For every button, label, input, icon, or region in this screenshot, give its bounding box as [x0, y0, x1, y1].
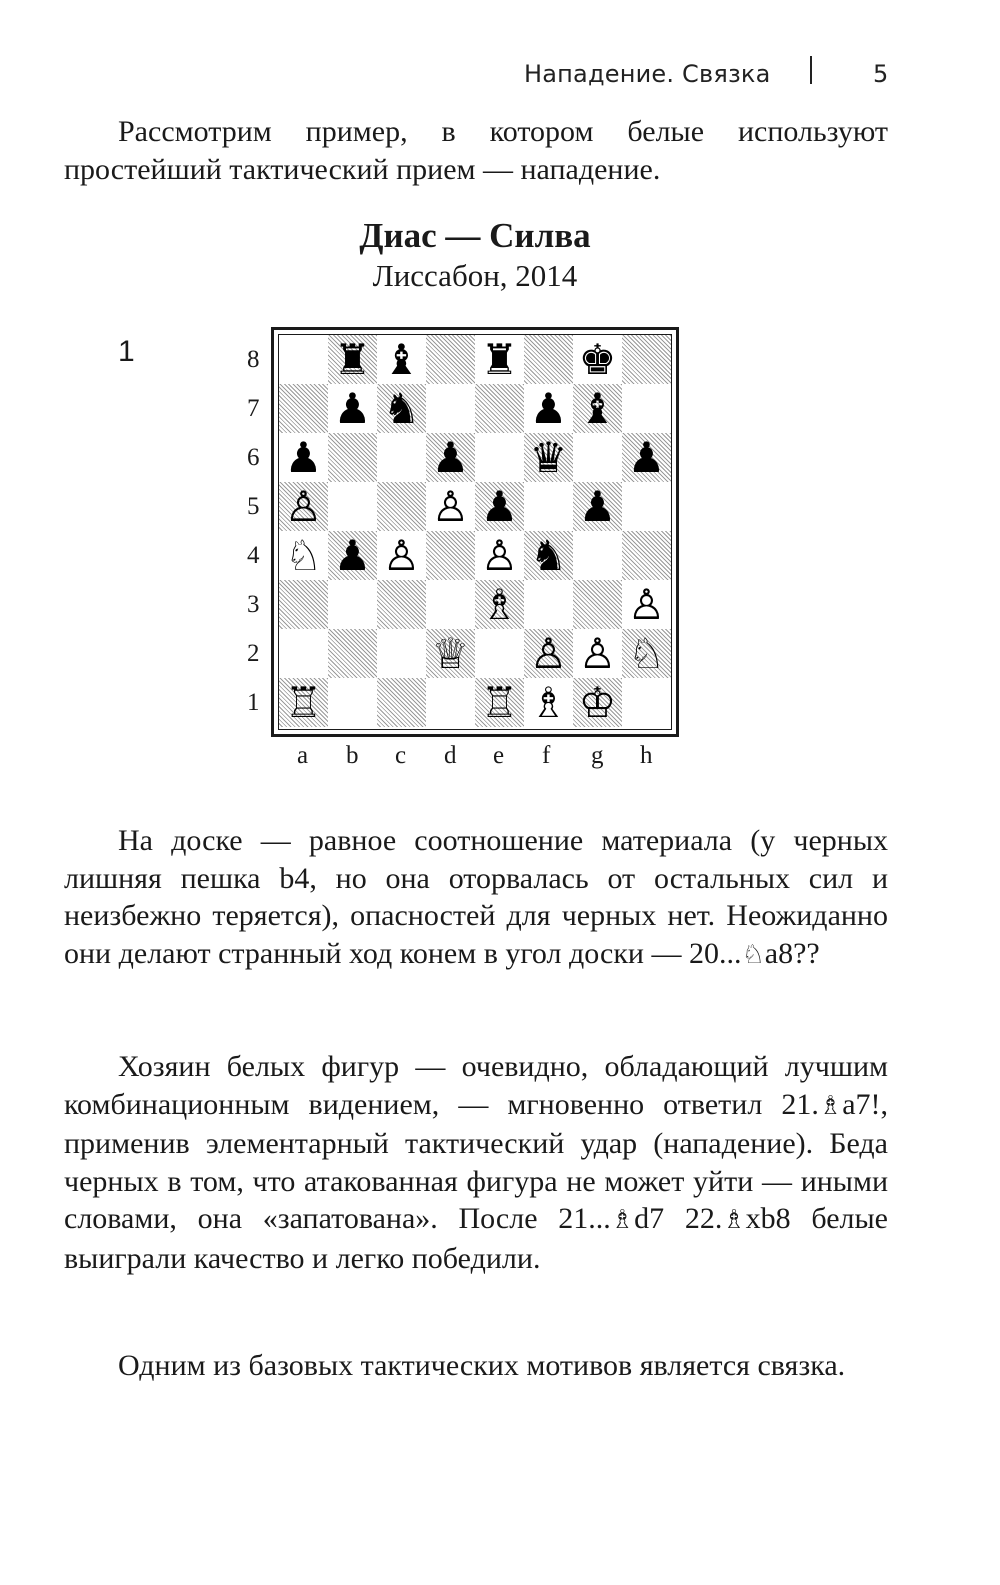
paragraph-1 — [64, 822, 888, 974]
square-e3 — [475, 580, 524, 629]
square-h5 — [622, 482, 671, 531]
square-b5 — [328, 482, 377, 531]
file-label-a: a — [297, 742, 309, 769]
square-c8 — [377, 335, 426, 384]
black-bishop-icon: ♝ — [382, 334, 421, 384]
square-c7 — [377, 384, 426, 433]
square-b2 — [328, 629, 377, 678]
square-a7 — [279, 384, 328, 433]
square-c4 — [377, 531, 426, 580]
white-pawn-icon: ♙ — [627, 579, 666, 629]
black-knight-icon: ♞ — [529, 530, 568, 580]
square-h8 — [622, 335, 671, 384]
black-rook-icon: ♜ — [480, 334, 519, 384]
square-f6 — [524, 433, 573, 482]
square-h4 — [622, 531, 671, 580]
diagram-number: 1 — [118, 335, 135, 368]
square-c2 — [377, 629, 426, 678]
white-queen-icon: ♕ — [431, 628, 470, 678]
square-f2 — [524, 629, 573, 678]
white-pawn-icon: ♙ — [529, 628, 568, 678]
bishop-figurine-icon: ♗ — [722, 1205, 746, 1236]
chess-diagram — [271, 327, 679, 737]
paragraph-2 — [64, 1048, 888, 1278]
square-g4 — [573, 531, 622, 580]
square-g1 — [573, 678, 622, 727]
rank-label-8: 8 — [247, 346, 260, 373]
rank-label-7: 7 — [247, 395, 260, 422]
white-bishop-icon: ♗ — [480, 579, 519, 629]
square-b8 — [328, 335, 377, 384]
square-b7 — [328, 384, 377, 433]
black-bishop-icon: ♝ — [578, 383, 617, 433]
file-label-f: f — [542, 742, 551, 769]
square-d4 — [426, 531, 475, 580]
square-f1 — [524, 678, 573, 727]
black-queen-icon: ♛ — [529, 432, 568, 482]
file-label-g: g — [591, 742, 604, 769]
square-c6 — [377, 433, 426, 482]
black-pawn-icon: ♟ — [333, 383, 372, 433]
square-a4 — [279, 531, 328, 580]
white-rook-icon: ♖ — [284, 677, 323, 727]
square-h2 — [622, 629, 671, 678]
paragraph-1-move: a8?? — [764, 936, 820, 970]
square-b1 — [328, 678, 377, 727]
white-knight-icon: ♘ — [284, 530, 323, 580]
square-c3 — [377, 580, 426, 629]
square-a8 — [279, 335, 328, 384]
chess-board — [278, 334, 672, 730]
file-label-e: e — [493, 742, 505, 769]
square-f8 — [524, 335, 573, 384]
square-h1 — [622, 678, 671, 727]
white-rook-icon: ♖ — [480, 677, 519, 727]
rank-label-5: 5 — [247, 493, 260, 520]
black-pawn-icon: ♟ — [578, 481, 617, 531]
square-f5 — [524, 482, 573, 531]
square-a3 — [279, 580, 328, 629]
paragraph-1-text: На доске — равное соотношение материала (у черных лишняя пешка b4, но она оторвалась от остальных сил и неизбежно теряется), опасностей для черных нет. Неожиданно они делают странный ход конем в угол доски — 20... — [64, 824, 888, 970]
black-pawn-icon: ♟ — [529, 383, 568, 433]
rank-label-4: 4 — [247, 542, 260, 569]
running-head-divider — [810, 56, 812, 84]
square-c1 — [377, 678, 426, 727]
black-king-icon: ♚ — [578, 334, 617, 384]
white-pawn-icon: ♙ — [578, 628, 617, 678]
square-a5 — [279, 482, 328, 531]
file-label-h: h — [640, 742, 653, 769]
page-number: 5 — [873, 60, 889, 88]
square-d2 — [426, 629, 475, 678]
square-e5 — [475, 482, 524, 531]
square-a1 — [279, 678, 328, 727]
square-e1 — [475, 678, 524, 727]
square-f4 — [524, 531, 573, 580]
square-d7 — [426, 384, 475, 433]
square-g3 — [573, 580, 622, 629]
square-e6 — [475, 433, 524, 482]
bishop-figurine-icon: ♗ — [818, 1090, 843, 1121]
square-d1 — [426, 678, 475, 727]
intro-paragraph: Рассмотрим пример, в котором белые используют простейший тактический прием — нападение. — [64, 115, 888, 186]
paragraph-2-part4: xb8 белые выиграли качество и легко победили. — [64, 1202, 888, 1275]
game-players: Диас — Силва — [359, 216, 591, 255]
game-place: Лиссабон, 2014 — [372, 258, 578, 293]
square-b3 — [328, 580, 377, 629]
black-pawn-icon: ♟ — [627, 432, 666, 482]
paragraph-2-part1: Хозяин белых фигур — очевидно, обладающий лучшим комбинационным видением, — мгновенно ответил 21. — [64, 1050, 888, 1121]
white-bishop-icon: ♗ — [529, 677, 568, 727]
square-c5 — [377, 482, 426, 531]
file-label-d: d — [444, 742, 457, 769]
square-h6 — [622, 433, 671, 482]
square-e2 — [475, 629, 524, 678]
square-f7 — [524, 384, 573, 433]
square-a6 — [279, 433, 328, 482]
white-king-icon: ♔ — [578, 677, 617, 727]
running-head-title: Нападение. Связка — [524, 60, 771, 88]
square-d8 — [426, 335, 475, 384]
white-knight-icon: ♘ — [627, 628, 666, 678]
paragraph-2-part3: d7 22. — [634, 1202, 723, 1236]
black-pawn-icon: ♟ — [333, 530, 372, 580]
square-h7 — [622, 384, 671, 433]
white-pawn-icon: ♙ — [480, 530, 519, 580]
square-d3 — [426, 580, 475, 629]
bishop-figurine-icon: ♗ — [610, 1205, 635, 1236]
square-e4 — [475, 531, 524, 580]
black-pawn-icon: ♟ — [431, 432, 470, 482]
square-g7 — [573, 384, 622, 433]
rank-label-2: 2 — [247, 640, 260, 667]
square-g6 — [573, 433, 622, 482]
square-e7 — [475, 384, 524, 433]
black-rook-icon: ♜ — [333, 334, 372, 384]
file-label-c: c — [395, 742, 407, 769]
square-h3 — [622, 580, 671, 629]
square-d6 — [426, 433, 475, 482]
square-a2 — [279, 629, 328, 678]
square-b4 — [328, 531, 377, 580]
paragraph-2-part2: a7!, применив элементарный тактический удар (нападение). Беда черных в том, что атакованная фигура не может уйти — иными словами, она «запатована». После 21... — [64, 1087, 888, 1236]
square-g2 — [573, 629, 622, 678]
black-pawn-icon: ♟ — [284, 432, 323, 482]
square-g5 — [573, 482, 622, 531]
black-knight-icon: ♞ — [382, 383, 421, 433]
white-pawn-icon: ♙ — [382, 530, 421, 580]
white-pawn-icon: ♙ — [284, 481, 323, 531]
black-pawn-icon: ♟ — [480, 481, 519, 531]
square-b6 — [328, 433, 377, 482]
paragraph-3: Одним из базовых тактических мотивов является связка. — [118, 1349, 846, 1382]
running-head — [0, 56, 1000, 96]
file-label-b: b — [346, 742, 359, 769]
rank-label-1: 1 — [247, 689, 260, 716]
white-pawn-icon: ♙ — [431, 481, 470, 531]
square-e8 — [475, 335, 524, 384]
rank-label-6: 6 — [247, 444, 260, 471]
square-f3 — [524, 580, 573, 629]
square-d5 — [426, 482, 475, 531]
knight-figurine-icon: ♘ — [741, 939, 765, 970]
rank-label-3: 3 — [247, 591, 260, 618]
square-g8 — [573, 335, 622, 384]
